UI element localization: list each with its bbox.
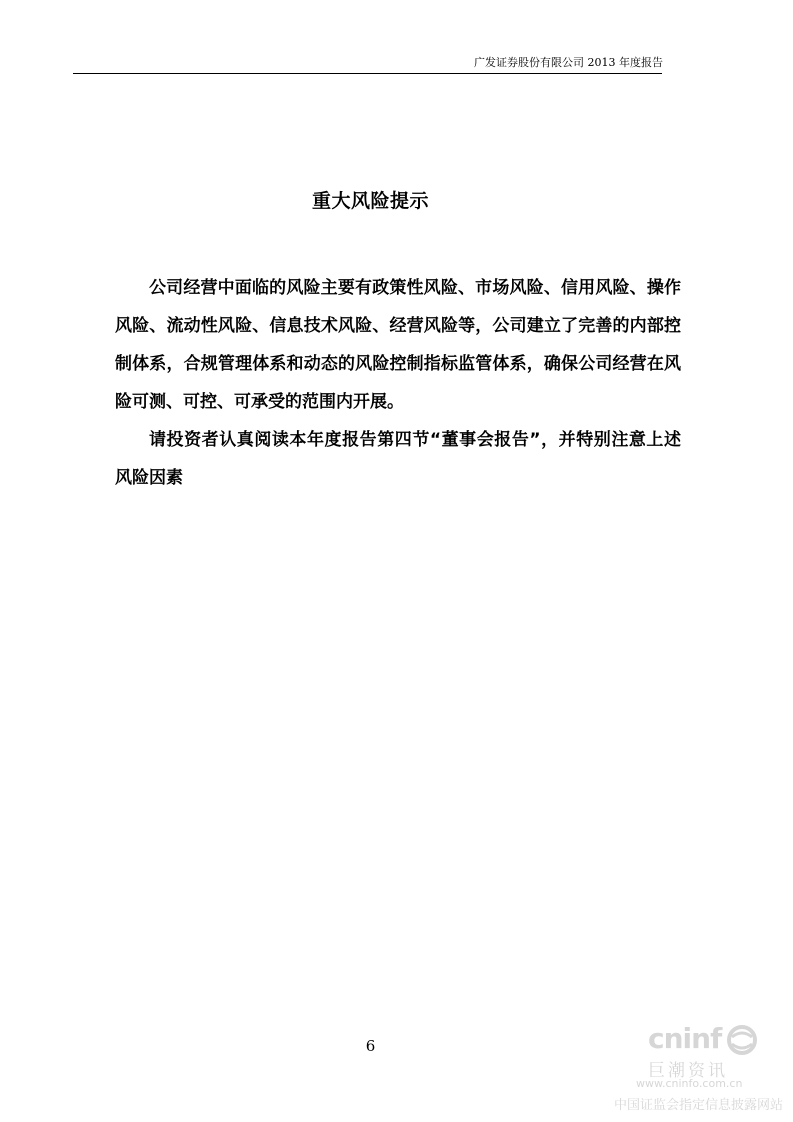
reader-advice-paragraph: 请投资者认真阅读本年度报告第四节“董事会报告”，并特别注意上述风险因素 bbox=[115, 430, 681, 488]
report-header-title: 广发证券股份有限公司 2013 年度报告 bbox=[474, 56, 663, 69]
watermark-description: 中国证监会指定信息披露网站 bbox=[614, 1098, 784, 1113]
cninfo-logo-icon bbox=[726, 1025, 758, 1055]
section-title: 重大风险提示 bbox=[311, 190, 429, 212]
header-divider bbox=[73, 73, 662, 74]
cninfo-watermark bbox=[608, 1022, 793, 1122]
watermark-brand: cninf bbox=[648, 1022, 722, 1055]
watermark-url: www.cninfo.com.cn bbox=[636, 1077, 743, 1090]
page-number: 6 bbox=[365, 1037, 376, 1055]
watermark-brand-cn: 巨潮资讯 bbox=[648, 1061, 728, 1081]
section-body bbox=[115, 269, 681, 497]
risk-paragraph: 公司经营中面临的风险主要有政策性风险、市场风险、信用风险、操作风险、流动性风险、信息技术风险、经营风险等，公司建立了完善的内部控制体系，合规管理体系和动态的风险控制指标监管体系，确保公司经营在风险可测、可控、可承受的范围内开展。 bbox=[115, 278, 681, 412]
